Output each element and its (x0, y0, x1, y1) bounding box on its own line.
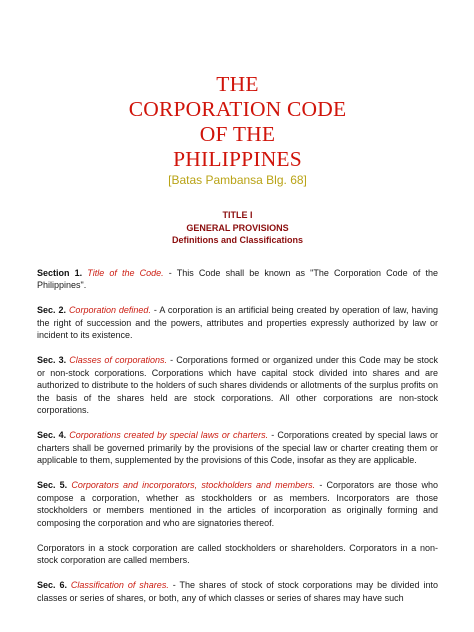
document-subtitle: [Batas Pambansa Blg. 68] (168, 173, 307, 187)
document-title (37, 0, 438, 172)
section-name: Corporations created by special laws or charters. (69, 430, 269, 440)
section-5-paragraph-2 (37, 542, 438, 567)
section-5 (37, 479, 438, 529)
section-text: - The shares of stock of stock corporations may be divided into classes or series of shares, or both, any of which classes or series of shares may have such (37, 580, 438, 603)
title-block (37, 209, 438, 247)
section-text: - Corporations formed or organized under this Code may be stock or non-stock corporations. Corporations which have capital stock divided into shares and are authorized to distribute to the holders of such shares dividends or allotments of the surplus profits on the basis of the shares held are stock corporations. All other corporations are non-stock corporations. (37, 355, 438, 415)
section-text: - A corporation is an artificial being created by operation of law, having the right of succession and the powers, attributes and properties expressly authorized by law or incident to its existence. (37, 305, 438, 340)
section-1 (37, 267, 438, 292)
title-line-1: THE (216, 72, 259, 96)
section-label: Sec. 4. (37, 430, 67, 440)
section-label: Sec. 3. (37, 355, 67, 365)
section-name: Classification of shares. (70, 580, 169, 590)
title-heading: GENERAL PROVISIONS (186, 222, 289, 233)
section-label: Sec. 2. (37, 305, 66, 315)
title-line-3: OF THE (199, 122, 276, 146)
section-name: Corporation defined. (68, 305, 151, 315)
title-line-2: CORPORATION CODE (128, 97, 347, 121)
section-3 (37, 354, 438, 417)
title-line-4: PHILIPPINES (173, 147, 302, 171)
section-label: Section 1. (37, 267, 83, 278)
section-label: Sec. 5. (37, 480, 68, 490)
section-name: Corporators and incorporators, stockholders and members. (71, 480, 316, 490)
section-label: Sec. 6. (37, 580, 67, 590)
section-text: - Corporations created by special laws or charters shall be governed primarily by the provisions of the special law or charter creating them or applicable to them, supplemented by the provisions of this Code, insofar as they are applicable. (37, 430, 438, 465)
title-subheading: Definitions and Classifications (171, 235, 304, 245)
section-6 (37, 579, 438, 604)
title-number: TITLE I (222, 210, 253, 220)
section-name: Classes of corporations. (69, 355, 168, 365)
section-text: - This Code shall be known as "The Corporation Code of the Philippines". (37, 267, 438, 290)
section-text: - Corporators are those who compose a corporation, whether as stockholders or as members. Incorporators are those stockholders or members mentioned in the articles of incorporation as originally forming and composing the corporation and who are signatories thereof. (37, 480, 438, 528)
section-text: Corporators in a stock corporation are called stockholders or shareholders. Corporators in a non-stock corporation are called members. (37, 542, 438, 565)
section-2 (37, 304, 438, 342)
section-4 (37, 429, 438, 467)
section-name: Title of the Code. (87, 267, 164, 278)
